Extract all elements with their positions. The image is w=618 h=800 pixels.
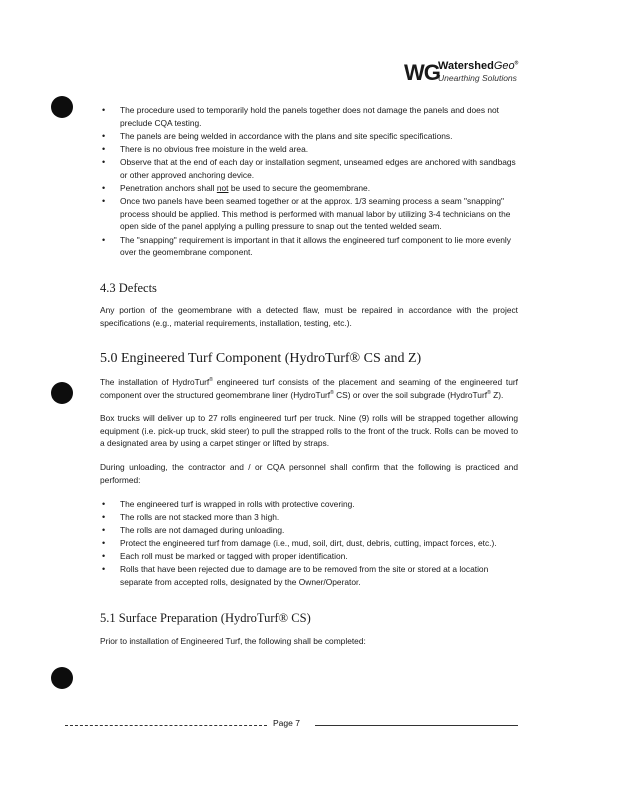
text-run: CS) or over the soil subgrade (HydroTurf [333, 389, 488, 400]
footer-rule-right [315, 725, 518, 726]
unloading-checklist [100, 498, 518, 588]
list-item-penetration [100, 182, 518, 195]
section-heading-defects: 4.3 Defects [100, 280, 157, 295]
text-run: Z). [490, 389, 504, 400]
logo-company-name [438, 60, 518, 72]
section-heading-surface-preparation: 5.1 Surface Preparation (HydroTurf® CS) [100, 611, 311, 626]
logo-mark: WG [404, 60, 440, 85]
punch-hole-middle [51, 382, 73, 404]
watershedgeo-logo [404, 60, 534, 88]
turf-intro-paragraph [100, 376, 518, 401]
punch-hole-top [51, 96, 73, 118]
list-item: • Protect the engineered turf from damage (i.e., mud, soil, dirt, dust, debris, cutting, impact forces, etc.). [100, 537, 518, 550]
page-footer [65, 717, 518, 731]
list-item: • The procedure used to temporarily hold the panels together does not damage the panels and does not preclude CQA testing. [100, 104, 518, 129]
list-item: • Each roll must be marked or tagged with proper identification. [100, 550, 518, 563]
logo-name-main: Watershed [438, 60, 494, 72]
defects-paragraph: Any portion of the geomembrane with a detected flaw, must be repaired in accordance with the project specifications (e.g., material requirements, installation, testing, etc.). [100, 305, 518, 328]
punch-hole-bottom [51, 667, 73, 689]
install-checklist [100, 104, 518, 259]
surface-prep-paragraph: Prior to installation of Engineered Turf, the following shall be completed: [100, 635, 366, 646]
page-number: Page 7 [273, 718, 300, 728]
list-item: • The engineered turf is wrapped in rolls with protective covering. [100, 498, 518, 511]
unloading-paragraph: During unloading, the contractor and / or CQA personnel shall confirm that the following is practiced and performed: [100, 462, 518, 485]
list-item: • There is no obvious free moisture in the weld area. [100, 143, 518, 156]
list-item: • Once two panels have been seamed together or at the approx. 1/3 seaming process a seam "snapping" process should be applied. This method is performed with manual labor by utilizing 3-4 technicians on the open side of the panel applying a pulling pressure to snap out the tented welded seam. [100, 195, 518, 233]
section-heading-engineered-turf: 5.0 Engineered Turf Component (HydroTurf® CS and Z) [100, 351, 422, 367]
registered-mark: ® [209, 377, 213, 384]
logo-tagline: Unearthing Solutions [438, 73, 517, 83]
delivery-paragraph: Box trucks will deliver up to 27 rolls engineered turf per truck. Nine (9) rolls will be strapped together allowing equipment (i.e. pick-up truck, skid steer) to pull the strapped rolls to the front of the truck. Rolls can be moved to a designated area by using a carpet stinger or lifted by straps. [100, 413, 518, 449]
underlined-word: not [216, 182, 229, 193]
list-item: • Observe that at the end of each day or installation segment, unseamed edges are anchored with sandbags or other approved anchoring device. [100, 156, 518, 181]
list-item: • The "snapping" requirement is important in that it allows the engineered turf component to lie more evenly over the geomembrane component. [100, 234, 518, 259]
text-run: be used to secure the geomembrane. [228, 182, 371, 193]
footer-rule-left [65, 725, 267, 726]
logo-registered-mark: ® [514, 60, 519, 67]
list-item: • The rolls are not damaged during unloading. [100, 524, 518, 537]
registered-mark: ® [330, 389, 334, 396]
logo-name-geo: Geo [493, 60, 515, 72]
text-run: The installation of HydroTurf [100, 377, 210, 388]
registered-mark: ® [487, 389, 491, 396]
list-item: • The rolls are not stacked more than 3 high. [100, 511, 518, 524]
text-run: engineered turf consists of the placement and seaming of the engineered turf component over the structured geomembrane liner (HydroTurf [100, 377, 518, 400]
list-item: • Rolls that have been rejected due to damage are to be removed from the site or stored at a location separate from accepted rolls, designated by the Owner/Operator. [100, 563, 518, 588]
text-run: Penetration anchors shall [120, 182, 217, 193]
list-item: • The panels are being welded in accordance with the plans and site specific specifications. [100, 130, 518, 143]
document-body [100, 104, 518, 648]
